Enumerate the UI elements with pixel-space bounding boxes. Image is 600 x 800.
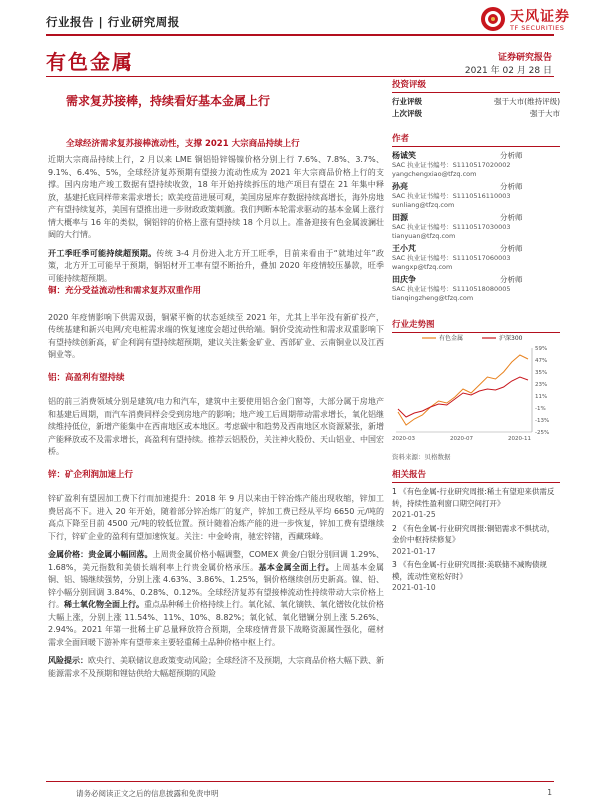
rating-heading: 投资评级 — [392, 78, 560, 93]
sidebar-rating — [392, 78, 560, 120]
author-role: 分析师 — [500, 151, 523, 160]
paragraph-copper: 2020 年疫情影响下供需双弱，铜紧平衡的状态延续至 2021 年，尤其上半年没有新矿投产，传统基建和新兴电网/充电桩需求端的恢复速度会超过供给端。铜价受流动性和需求双重影响下有望持续创新高，矿企利润有望持续超预期，建议关注紫金矿业、西部矿业、云南铜业以及江西铜业等。 — [48, 312, 384, 359]
related-report-date: 2021-01-25 — [392, 510, 436, 519]
author-heading: 作者 — [392, 132, 560, 147]
section-title-copper: 铜：充分受益流动性和需求复苏双重作用 — [48, 286, 202, 296]
author-cert: SAC 执业证书编号：S1110516110003 — [392, 192, 511, 200]
y-tick-label: 11% — [535, 394, 548, 400]
author-email[interactable]: tianyuan@tfzq.com — [392, 232, 456, 240]
header-divider — [46, 34, 554, 36]
series-line — [398, 355, 528, 425]
author-item — [392, 181, 560, 210]
rating-value: 强于大市(维持评级) — [494, 97, 560, 106]
author-cert: SAC 执业证书编号：S1110517060003 — [392, 254, 511, 262]
report-date: 2021 年 02 月 28 日 — [464, 66, 552, 76]
chart-source: 资料来源：贝格数据 — [392, 453, 451, 461]
legend-label: 沪深300 — [499, 335, 523, 342]
sidebar-authors — [392, 132, 560, 305]
logo-icon — [480, 6, 506, 32]
prev-rating-value: 强于大市 — [530, 109, 560, 118]
related-report-title[interactable]: 1 《有色金属-行业研究周报:稀土有望迎来供需反转，持续性盈利窗口期空间打开》 — [392, 487, 555, 508]
logo-text-en: TF SECURITIES — [510, 24, 565, 32]
author-name: 田源 — [392, 213, 408, 222]
author-role: 分析师 — [500, 244, 523, 253]
author-name: 王小芃 — [392, 244, 416, 253]
author-item — [392, 212, 560, 241]
y-tick-label: 35% — [535, 370, 548, 376]
y-tick-label: 23% — [535, 382, 548, 388]
paragraph-prices: 金属价格：贵金属小幅回落。上周贵金属价格小幅调整，COMEX 黄金/白银分别回调 1.29%、1.68%，美元指数和美债长端利率上行贵金属价格承压。基本金属全面上行。上周基本金属铜、铝、锡继续强势，分别上涨 4.63%、3.86%、1.25%，铜价格继续创历史新高。镍、铅、锌小幅分别回调 3.84%、0.28%、0.12%。全球经济复苏有望接棒流动性持续带动大宗价格上行。稀土氧化物全面上行。重点品种稀土价格持续上行。氧化铽、氧化镝铁、氧化镨钕化钛价格大幅上涨，分别上涨 11.54%、11%、10%、8.82%；氧化铽、氧化镨镧分别上涨 5.26%、2.94%。2021 年第一批稀土矿总量释放符合预期，全球疫情背景下战略资源属性强化，磁材需求全面回暖下游补库有望带来主要轻重稀土品种价格中枢上行。 — [48, 550, 385, 647]
series-line — [398, 377, 528, 417]
logo-text-cn: 天风证券 — [510, 9, 570, 25]
author-name: 孙亮 — [392, 182, 408, 191]
main-body — [48, 154, 384, 680]
company-logo — [480, 4, 580, 38]
sidebar-related — [392, 468, 560, 596]
page-number: 1 — [547, 788, 552, 797]
industry-title: 有色金属 — [46, 50, 134, 74]
y-tick-label: 59% — [535, 346, 548, 352]
y-tick-label: -13% — [535, 418, 550, 424]
y-tick-label: -25% — [535, 430, 550, 436]
paragraph-season: 开工季旺季可能持续超预期。传统 3-4 月份进入北方开工旺季，目前来看由于“就地过年”政策，北方开工可能早于预期，铜铝材开工率有望不断抬升，叠加 2020 年疫情较压暴款，旺季可能持续超预期。 — [48, 248, 384, 283]
x-tick-label: 2020-07 — [450, 436, 473, 442]
author-role: 分析师 — [500, 213, 523, 222]
y-tick-label: 47% — [535, 358, 548, 364]
industry-trend-chart — [392, 332, 560, 450]
related-report-date: 2021-01-17 — [392, 546, 436, 556]
prev-rating-row — [392, 108, 560, 120]
prev-rating-label: 上次评级 — [392, 109, 422, 118]
paragraph-risk: 风险提示：欧央行、美联储议息政策变动风险；全球经济不及预期，大宗商品价格大幅下跌、新能源需求不及预期和锂钴供给大幅超预期的风险 — [48, 656, 384, 678]
author-cert: SAC 执业证书编号：S1110518080005 — [392, 285, 511, 293]
related-report[interactable] — [392, 486, 560, 521]
rating-row — [392, 96, 560, 108]
rating-label: 行业评级 — [392, 97, 422, 106]
author-email[interactable]: tianqingzheng@tfzq.com — [392, 294, 474, 302]
author-email[interactable]: sunliang@tfzq.com — [392, 201, 455, 209]
author-email[interactable]: wangxp@tfzq.com — [392, 263, 453, 271]
related-report-title[interactable]: 3 《有色金属-行业研究周报:美联储不减购债规模，流动性宽松好时》 — [392, 560, 547, 581]
related-heading: 相关报告 — [392, 468, 560, 483]
x-tick-label: 2020-11 — [508, 436, 531, 442]
related-report-title[interactable]: 2 《有色金属-行业研究周报:铜铝需求不惧扰动，金价中枢持续修复》 — [392, 523, 555, 544]
author-item — [392, 274, 560, 303]
report-type: 证券研究报告 — [497, 53, 552, 63]
report-category-tags: 行业报告 | 行业研究周报 — [46, 15, 180, 29]
author-cert: SAC 执业证书编号：S1110517020002 — [392, 161, 511, 169]
author-email[interactable]: yangchengxiao@tfzq.com — [392, 170, 477, 178]
author-role: 分析师 — [500, 182, 523, 191]
author-name: 杨诚笑 — [392, 151, 416, 160]
related-report[interactable] — [392, 559, 560, 594]
section-title-zinc: 锌：矿企利润加速上行 — [48, 469, 134, 480]
report-title: 需求复苏接棒，持续看好基本金属上行 — [66, 94, 271, 108]
author-name: 田庆争 — [392, 275, 416, 284]
report-subhead: 全球经济需求复苏接棒流动性，支撑 2021 大宗商品持续上行 — [66, 139, 300, 149]
y-tick-label: -1% — [535, 406, 546, 412]
author-item — [392, 150, 560, 179]
legend-label: 有色金属 — [439, 335, 464, 342]
author-role: 分析师 — [500, 275, 523, 284]
section-title-aluminum: 铝：高盈利有望持续 — [48, 372, 125, 383]
author-cert: SAC 执业证书编号：S1110517030003 — [392, 223, 511, 231]
trend-heading: 行业走势图 — [392, 318, 560, 333]
author-item — [392, 243, 560, 272]
footer-divider — [46, 781, 554, 782]
related-report-date: 2021-01-10 — [392, 583, 436, 592]
title-divider — [46, 76, 554, 77]
footer-disclaimer: 请务必阅读正文之后的信息披露和免责申明 — [76, 789, 219, 798]
paragraph-overview: 近期大宗商品持续上行，2 月以来 LME 铜铝铅锌锡镍价格分别上行 7.6%、7.8%、3.7%、9.1%、6.4%、5%，全球经济复苏预期有望接力流动性成为 2021 年大宗商品价格上行的支撑。国内房地产竣工数据有望持续收敛，18 年开始持续拆压的地产项目有望在 21 年集中释放，基建托底同样带来需求增长；欧美疫苗进展可观，美国房屋库存数据持续高增长，海外房地产有望持续复苏，美国有望推出进一步财政政策刺激。我们判断本轮需求驱动的基本金属上涨行情大概率与 16 年的类似，铜铝锌的价格上涨有望持续 18 个月以上。准备迎接有色金属波澜壮阔的大行情。 — [48, 155, 384, 239]
paragraph-aluminum: 铝的前三消费领域分别是建筑/电力和汽车，建筑中主要使用铝合金门窗等，大部分属于房地产和基建后周期，而汽车消费同样会受到房地产的影响；地产竣工后周期带动需求增长，氧化铝继续维持低位，新增产能集中在西南地区或本地区。考虑碳中和趋势及西南地区水资源紧张，新增产能释放或不及需求增长，高盈利有望持续。推荐云铝股份，关注神火股份、天山铝业、中国宏桥。 — [48, 397, 384, 456]
x-tick-label: 2020-03 — [392, 436, 415, 442]
paragraph-zinc: 锌矿盈利有望因加工费下行而加速提升：2018 年 9 月以来由于锌冶炼产能出现收缩，锌加工费居高不下。进入 20 年开始，随着部分锌冶炼厂的复产，锌加工费已经从平均 6650 元/吨的高点下降至目前 4500 元/吨的较低位置。预计随着冶炼产能的进一步恢复，锌加工费有望继续下行，锌矿企业的盈利有望加速恢复。关注：中金岭南，驰宏锌锗，西藏珠峰。 — [48, 494, 384, 541]
related-report[interactable] — [392, 523, 560, 558]
